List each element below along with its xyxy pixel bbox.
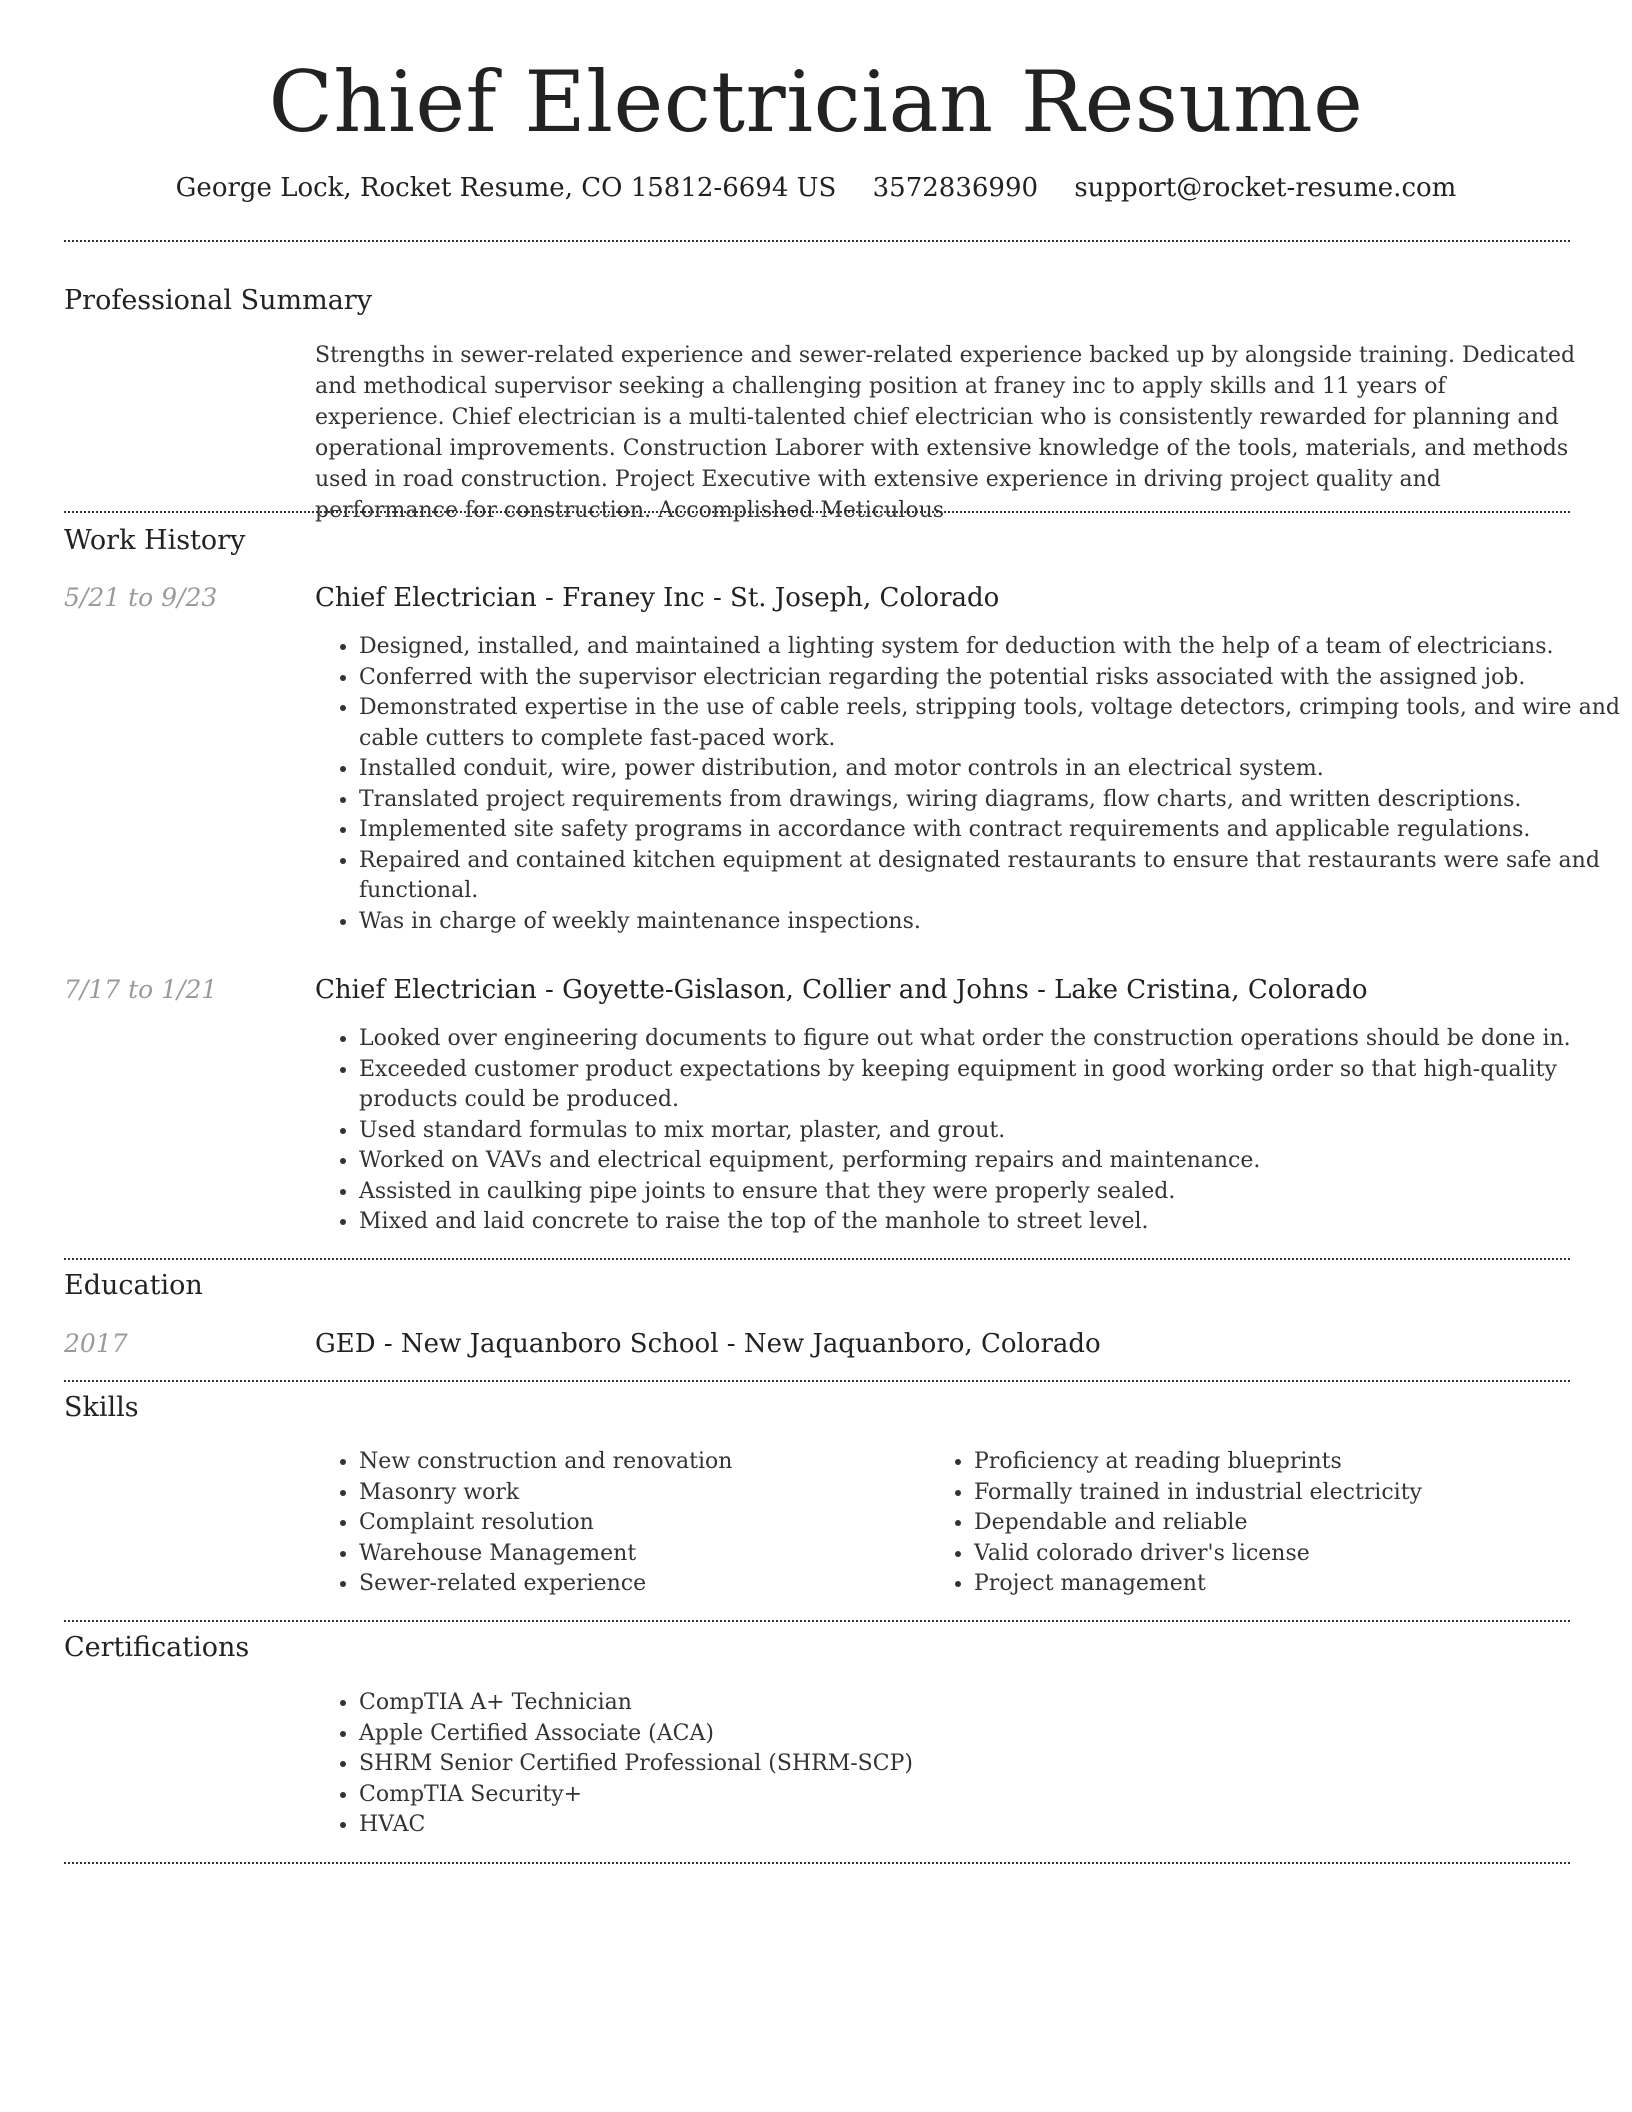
contact-phone: 3572836990	[872, 173, 1039, 203]
job-title: Chief Electrician - Franey Inc - St. Joseph, Colorado	[315, 583, 1000, 613]
job-bullets	[315, 632, 1632, 937]
list-item: • Looked over engineering documents to figure out what order the construction operations should be done in.	[359, 1024, 1632, 1055]
list-item: • Mixed and laid concrete to raise the top of the manhole to street level.	[359, 1207, 1632, 1238]
list-item: • Valid colorado driver's license	[974, 1539, 1422, 1570]
list-item: • Proficiency at reading blueprints	[974, 1447, 1422, 1478]
list-item: • Exceeded customer product expectations by keeping equipment in good working order so that high-quality products could be produced.	[359, 1055, 1632, 1116]
list-item: • Assisted in caulking pipe joints to ensure that they were properly sealed.	[359, 1177, 1632, 1208]
certifications-heading: Certifications	[64, 1632, 250, 1663]
list-item: • Project management	[974, 1569, 1422, 1600]
list-item: • Warehouse Management	[359, 1539, 732, 1570]
list-item: • Masonry work	[359, 1478, 732, 1509]
list-item: • Designed, installed, and maintained a lighting system for deduction with the help of a team of electricians.	[359, 632, 1632, 663]
contact-address: George Lock, Rocket Resume, CO 15812-6694 US	[175, 173, 837, 203]
divider	[64, 1620, 1570, 1622]
divider	[64, 1258, 1570, 1260]
list-item: • Worked on VAVs and electrical equipment, performing repairs and maintenance.	[359, 1146, 1632, 1177]
page-title: Chief Electrician Resume	[268, 53, 1364, 151]
list-item: • CompTIA Security+	[359, 1780, 913, 1811]
list-item: • Conferred with the supervisor electrician regarding the potential risks associated with the assigned job.	[359, 663, 1632, 694]
list-item: • Used standard formulas to mix mortar, plaster, and grout.	[359, 1116, 1632, 1147]
list-item: • Repaired and contained kitchen equipment at designated restaurants to ensure that restaurants were safe and functional.	[359, 846, 1632, 907]
list-item: • CompTIA A+ Technician	[359, 1688, 913, 1719]
skills-list-left	[315, 1447, 732, 1600]
divider	[64, 1380, 1570, 1382]
list-item: • Was in charge of weekly maintenance inspections.	[359, 907, 1632, 938]
education-heading: Education	[64, 1270, 203, 1301]
list-item: • SHRM Senior Certified Professional (SHRM-SCP)	[359, 1749, 913, 1780]
job-dates: 7/17 to 1/21	[64, 975, 218, 1004]
education-year: 2017	[64, 1329, 128, 1358]
list-item: • Formally trained in industrial electricity	[974, 1478, 1422, 1509]
list-item: • HVAC	[359, 1810, 913, 1841]
contact-email: support@rocket-resume.com	[1074, 173, 1457, 203]
summary-text: Strengths in sewer-related experience and sewer-related experience backed up by alongside training. Dedicated and methodical supervisor seeking a challenging position at franey inc to apply skills and 11 years of experience. Chief electrician is a multi-talented chief electrician who is consistently rewarded for planning and operational improvements. Construction Laborer with extensive knowledge of the tools, materials, and methods used in road construction. Project Executive with extensive experience in driving project quality and performance for construction. Accomplished Meticulous	[315, 343, 1576, 523]
list-item: • Implemented site safety programs in accordance with contract requirements and applicable regulations.	[359, 815, 1632, 846]
divider	[64, 1862, 1570, 1864]
work-history-heading: Work History	[64, 525, 246, 556]
summary-heading: Professional Summary	[64, 285, 372, 316]
list-item: • Demonstrated expertise in the use of cable reels, stripping tools, voltage detectors, crimping tools, and wire and cable cutters to complete fast-paced work.	[359, 693, 1632, 754]
list-item: • Dependable and reliable	[974, 1508, 1422, 1539]
skills-heading: Skills	[64, 1392, 139, 1423]
list-item: • New construction and renovation	[359, 1447, 732, 1478]
list-item: • Complaint resolution	[359, 1508, 732, 1539]
list-item: • Apple Certified Associate (ACA)	[359, 1719, 913, 1750]
contact-line	[0, 170, 1632, 206]
list-item: • Sewer-related experience	[359, 1569, 732, 1600]
divider	[64, 240, 1570, 242]
skills-list-right	[930, 1447, 1422, 1600]
education-entry: GED - New Jaquanboro School - New Jaquanboro, Colorado	[315, 1329, 1101, 1359]
job-title: Chief Electrician - Goyette-Gislason, Collier and Johns - Lake Cristina, Colorado	[315, 975, 1368, 1005]
certifications-list	[315, 1688, 913, 1841]
list-item: • Translated project requirements from drawings, wiring diagrams, flow charts, and written descriptions.	[359, 785, 1632, 816]
job-dates: 5/21 to 9/23	[64, 583, 218, 612]
divider	[64, 511, 1570, 513]
job-bullets	[315, 1024, 1632, 1238]
list-item: • Installed conduit, wire, power distribution, and motor controls in an electrical system.	[359, 754, 1632, 785]
